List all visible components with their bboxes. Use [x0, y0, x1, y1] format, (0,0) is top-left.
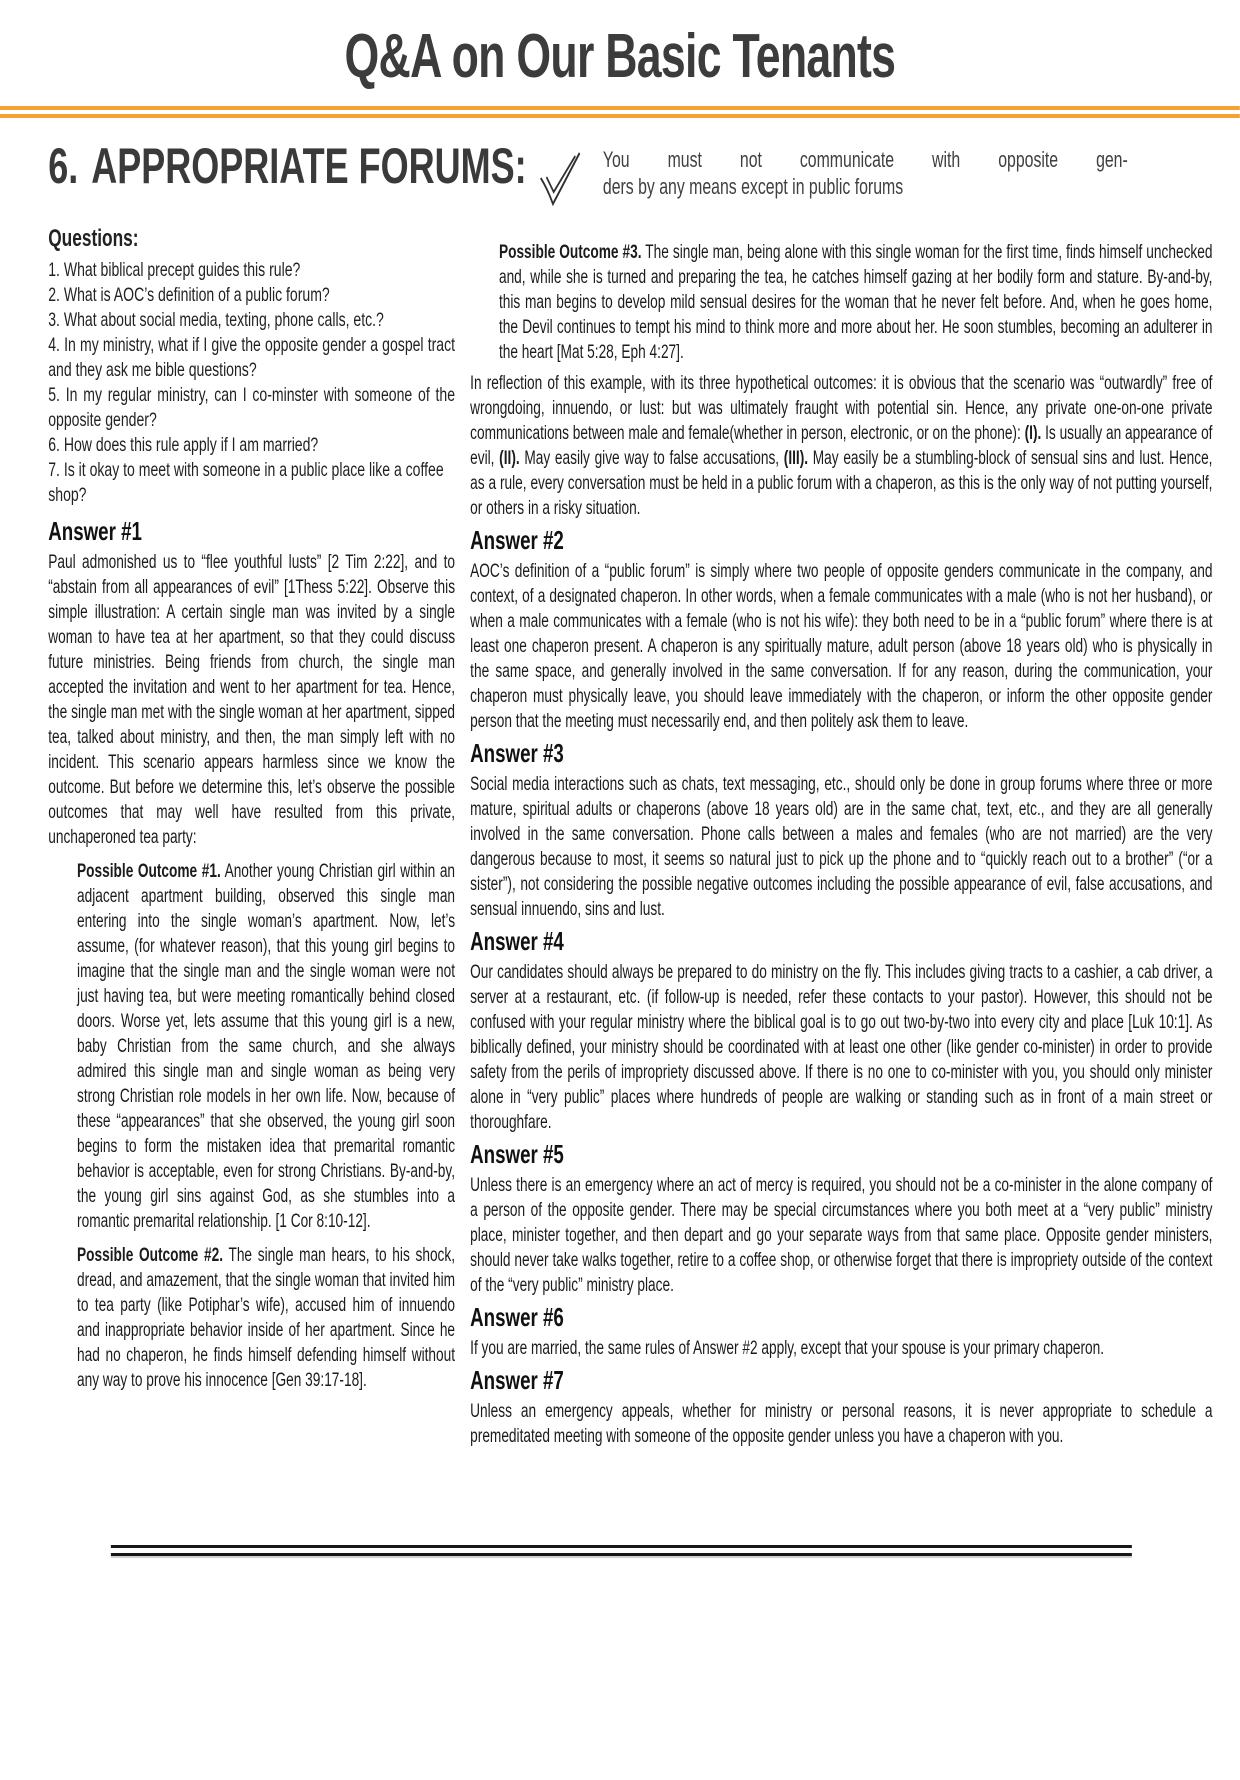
bottom-double-rule [111, 1545, 1132, 1556]
question-item-1: 1. What biblical precept guides this rule? [48, 259, 301, 281]
section-header [48, 140, 1212, 210]
orange-divider-bottom-bar [0, 114, 1240, 118]
possible-outcome-2: Possible Outcome #2. The single man hears, to his shock, dread, and amazement, that the single woman that invited him to tea party (like Potiphar’s wife), accused him of innuendo and inappropriate behavior inside of her apartment. Since he had no chaperon, he finds himself defending himself without any way to prove his innocence [Gen 39:17-18]. [77, 1245, 456, 1391]
answer-2-body: AOC’s definition of a “public forum” is simply where two people of opposite genders communicate in the company, and context, of a designated chaperon. In other words, when a female communicates with a male (who is not her husband), or when a male communicates with a female (who is not his wife): they both need to be in a “public forum” where there is at least one chaperon present. A chaperon is any spiritually mature, adult person (above 18 years old) who is physically in the same space, and generally involved in the same conversation. If for any reason, during the communication, your chaperon must physically leave, you should leave immediately with the chaperon, or inform the other opposite gender person that the meeting must necessarily end, and then politely ask them to leave. [470, 561, 1213, 732]
page-title: Q&A on Our Basic Tenants [344, 22, 896, 91]
answer-4-heading: Answer #4 [470, 926, 564, 956]
possible-outcome-1: Possible Outcome #1. Another young Christian girl within an adjacent apartment building, observed this single man entering into the single woman’s apartment. Now, let’s assume, (for whatever reason), that this young girl begins to imagine that the single man and the single woman were not just having tea, but were meeting romantically behind closed doors. Worse yet, lets assume that this young girl is a new, baby Christian from the same church, and she always admired this single man and single woman as being very strong Christian role models in her own life. Now, because of these “appearances” that she observed, the young girl soon begins to form the mistaken idea that premarital romantic behavior is acceptable, even for strong Christians. By-and-by, the young girl sins against God, as she stumbles into a romantic premarital relationship. [1 Cor 8:10-12]. [77, 861, 456, 1232]
answer-5-body: Unless there is an emergency where an act of mercy is required, you should not be a co-minister in the alone company of a person of the opposite gender. There may be special circumstances where you both meet at a “very public” ministry place, minister together, and then depart and go your separate ways from that same place. Opposite gender ministers, should never take walks together, retire to a coffee shop, or otherwise forget that there is impropriety outside of the context of the “very public” ministry place. [470, 1175, 1213, 1296]
question-item-3: 3. What about social media, texting, phone calls, etc.? [48, 309, 384, 331]
answer-7-body: Unless an emergency appeals, whether for ministry or personal reasons, it is never appropriate to schedule a premeditated meeting with someone of the opposite gender unless you have a chaperon with you. [470, 1401, 1213, 1447]
section-tagline [603, 146, 1128, 200]
right-column [470, 216, 1212, 1449]
content-columns [48, 216, 1212, 1449]
question-item-6: 6. How does this rule apply if I am married? [48, 434, 319, 456]
answer-6-heading: Answer #6 [470, 1302, 564, 1332]
questions-list [48, 258, 455, 508]
answer-1-heading: Answer #1 [48, 516, 142, 546]
question-item-2: 2. What is AOC’s definition of a public forum? [48, 284, 330, 306]
reflection-paragraph: In reflection of this example, with its three hypothetical outcomes: it is obvious that the scenario was “outwardly” free of wrongdoing, innuendo, or lust: but was ultimately fraught with potential sin. Hence, any private one-on-one private communications between male and female(whether in person, electronic, or on the phone): (I). Is usually an appearance of evil, (II). May easily give way to false accusations, (III). May easily be a stumbling-block of sensual sins and lust. Hence, as a rule, every conversation must be held in a public forum with a chaperon, as this is the only way of not putting yourself, or others in a risky situation. [470, 373, 1213, 519]
answer-2-heading: Answer #2 [470, 525, 564, 555]
answer-7-heading: Answer #7 [470, 1365, 564, 1395]
answer-3-body: Social media interactions such as chats, text messaging, etc., should only be done in group forums where three or more mature, spiritual adults or chaperons (above 18 years old) are in the same chat, text, etc., and they are all generally involved in the same conversation. Phone calls between a males and females (who are not married) are the very dangerous because to most, it seems so natural just to pick up the phone and to “quickly reach out to a brother” (“or a sister”), not considering the possible negative outcomes including the possible appearance of evil, false accusations, and sensual innuendo, sins and lust. [470, 774, 1213, 920]
answer-4-body: Our candidates should always be prepared to do ministry on the fly. This includes giving tracts to a cashier, a cab driver, a server at a restaurant, etc. (if follow-up is needed, refer these contacts to your pastor). However, this should not be confused with your regular ministry where the biblical goal is to go out two-by-two into every city and place [Luk 10:1]. As biblically defined, your ministry should be coordinated with at least one other (like gender co-minister) in order to provide safety from the perils of impropriety discussed above. If there is no one to co-minister with you, you should only minister alone in “very public” places where hundreds of people are walking or standing such as in front of a main street or thoroughfare. [470, 962, 1213, 1133]
document-page [0, 22, 1240, 1780]
answer-1-body: Paul admonished us to “flee youthful lusts” [2 Tim 2:22], and to “abstain from all appearances of evil” [1Thess 5:22]. Observe this simple illustration: A certain single man was invited by a single woman to have tea at her apartment, so that they could discuss future ministries. Being friends from church, the single man accepted the invitation and went to her apartment for tea. Hence, the single man met with the single woman at her apartment, sipped tea, talked about ministry, and then, the man simply left with no incident. This scenario appears harmless since we know the outcome. But before we determine this, let’s observe the possible outcomes that may well have resulted from this private, unchaperoned tea party: [48, 552, 456, 848]
question-item-4: 4. In my ministry, what if I give the opposite gender a gospel tract and they ask me bible questions? [48, 334, 456, 381]
question-item-5: 5. In my regular ministry, can I co-minster with someone of the opposite gender? [48, 384, 456, 431]
left-column [48, 216, 455, 1449]
answer-3-heading: Answer #3 [470, 738, 564, 768]
answer-6-body: If you are married, the same rules of Answer #2 apply, except that your spouse is your primary chaperon. [470, 1338, 1105, 1359]
tagline-line-2: ders by any means except in public forums [602, 174, 904, 199]
section-title: APPROPRIATE FORUMS: [91, 138, 527, 194]
question-item-7: 7. Is it okay to meet with someone in a public place like a coffee shop? [48, 459, 444, 506]
section-heading [48, 140, 526, 192]
answer-5-heading: Answer #5 [470, 1139, 564, 1169]
possible-outcome-3: Possible Outcome #3. The single man, being alone with this single woman for the first time, finds himself unchecked and, while she is turned and preparing the tea, he catches himself gazing at her bodily form and stature. By-and-by, this man begins to develop mild sensual desires for the woman that he never felt before. And, when he goes home, the Devil continues to tempt his mind to think more and more about her. He soon stumbles, becoming an adulterer in the heart [Mat 5:28, Eph 4:27]. [498, 242, 1213, 363]
questions-heading: Questions: [48, 225, 139, 252]
checkmark-icon [537, 148, 585, 210]
orange-divider [0, 106, 1240, 118]
tagline-line-1: You must not communicate with opposite gen- [602, 147, 1128, 172]
section-number: 6. [48, 138, 79, 194]
